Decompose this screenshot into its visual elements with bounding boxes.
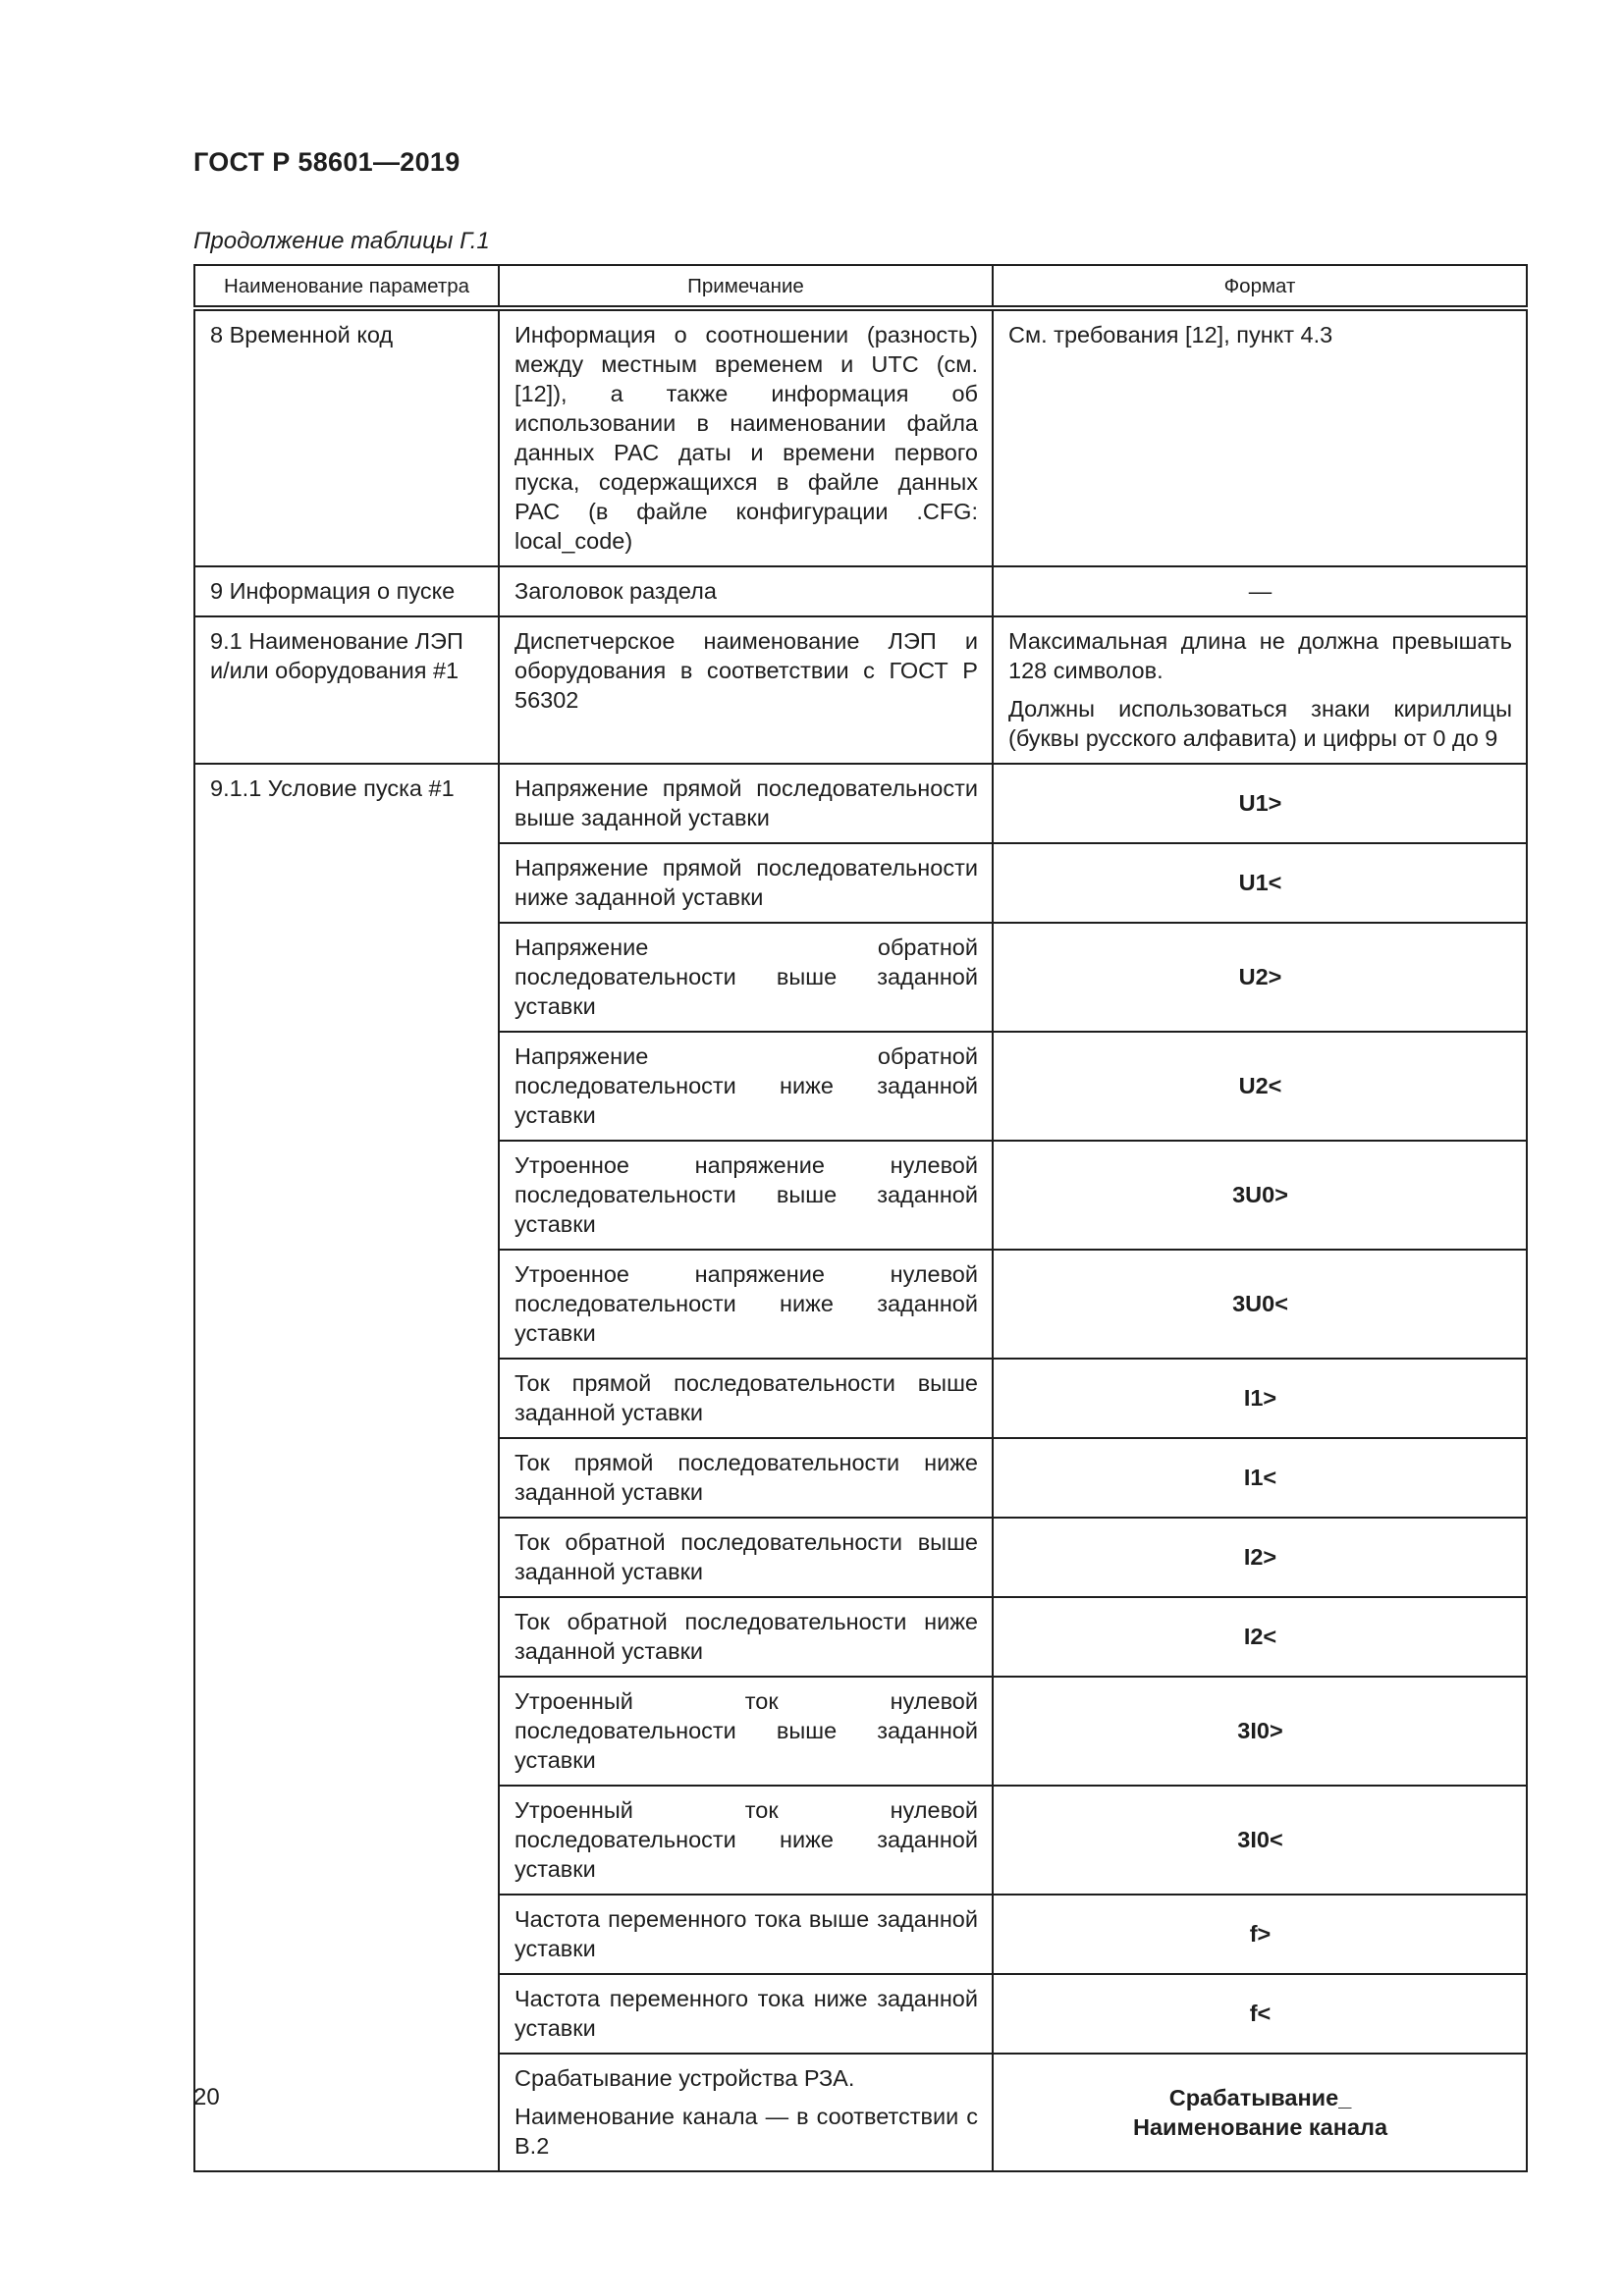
note-cell: Ток обратной последовательности выше заданной уставки: [499, 1518, 993, 1597]
note-cell: [499, 2054, 993, 2171]
format-cell: U2>: [993, 923, 1527, 1032]
format-cell: I1<: [993, 1438, 1527, 1518]
table-row: [194, 308, 1527, 566]
note-cell: Утроенное напряжение нулевой последовательности ниже заданной уставки: [499, 1250, 993, 1359]
param-cell: 9.1 Наименование ЛЭП и/или оборудования #1: [194, 616, 499, 764]
note-cell: Ток прямой последовательности выше заданной уставки: [499, 1359, 993, 1438]
table-caption: Продолжение таблицы Г.1: [193, 228, 490, 254]
format-cell: U1<: [993, 843, 1527, 923]
note-cell: Ток прямой последовательности ниже заданной уставки: [499, 1438, 993, 1518]
format-cell: f<: [993, 1974, 1527, 2054]
format-cell: I2<: [993, 1597, 1527, 1677]
note-cell: Утроенный ток нулевой последовательности выше заданной уставки: [499, 1677, 993, 1786]
format-cell: f>: [993, 1895, 1527, 1974]
standard-title: ГОСТ Р 58601—2019: [193, 147, 460, 177]
note-cell: Утроенное напряжение нулевой последовательности выше заданной уставки: [499, 1141, 993, 1250]
table-header-row: [194, 265, 1527, 308]
format-paragraph: Должны использоваться знаки кириллицы (буквы русского алфавита) и цифры от 0 до 9: [1008, 696, 1512, 751]
format-paragraph: Максимальная длина не должна превышать 128 символов.: [1008, 628, 1512, 683]
note-paragraph: Наименование канала — в соответствии с В.2: [514, 2104, 978, 2159]
note-cell: Напряжение обратной последовательности ниже заданной уставки: [499, 1032, 993, 1141]
param-cell: 9 Информация о пуске: [194, 566, 499, 616]
page-number: 20: [193, 2084, 220, 2110]
note-cell: Информация о соотношении (разность) между местным временем и UTC (см. [12]), а также информация об использовании в наименовании файла данных РАС даты и времени первого пуска, содержащихся в файле данных РАС (в файле конфигурации .CFG: local_code): [499, 308, 993, 566]
note-cell: Частота переменного тока выше заданной уставки: [499, 1895, 993, 1974]
format-cell: I2>: [993, 1518, 1527, 1597]
table-row: [194, 566, 1527, 616]
note-cell: Ток обратной последовательности ниже заданной уставки: [499, 1597, 993, 1677]
format-cell: 3U0>: [993, 1141, 1527, 1250]
format-cell: —: [993, 566, 1527, 616]
parameters-table: [193, 264, 1528, 2172]
table-row: [194, 764, 1527, 843]
column-header-note: Примечание: [499, 265, 993, 308]
format-cell: 3I0<: [993, 1786, 1527, 1895]
format-cell: 3I0>: [993, 1677, 1527, 1786]
param-cell: 8 Временной код: [194, 308, 499, 566]
column-header-parameter: Наименование параметра: [194, 265, 499, 308]
format-cell: [993, 2054, 1527, 2171]
format-cell: [993, 616, 1527, 764]
format-cell: См. требования [12], пункт 4.3: [993, 308, 1527, 566]
note-cell: Частота переменного тока ниже заданной уставки: [499, 1974, 993, 2054]
format-line: Наименование канала: [1132, 2113, 1388, 2140]
note-cell: Утроенный ток нулевой последовательности ниже заданной уставки: [499, 1786, 993, 1895]
format-cell: U1>: [993, 764, 1527, 843]
note-paragraph: Срабатывание устройства РЗА.: [514, 2065, 855, 2091]
format-cell: U2<: [993, 1032, 1527, 1141]
format-cell: I1>: [993, 1359, 1527, 1438]
format-line: Срабатывание_: [1168, 2084, 1352, 2110]
note-cell: Напряжение обратной последовательности выше заданной уставки: [499, 923, 993, 1032]
note-cell: Заголовок раздела: [499, 566, 993, 616]
table-row: [194, 616, 1527, 764]
note-cell: Диспетчерское наименование ЛЭП и оборудования в соответствии с ГОСТ Р 56302: [499, 616, 993, 764]
note-cell: Напряжение прямой последовательности ниже заданной уставки: [499, 843, 993, 923]
param-cell-trigger-condition: 9.1.1 Условие пуска #1: [194, 764, 499, 2171]
note-cell: Напряжение прямой последовательности выше заданной уставки: [499, 764, 993, 843]
column-header-format: Формат: [993, 265, 1527, 308]
format-cell: 3U0<: [993, 1250, 1527, 1359]
